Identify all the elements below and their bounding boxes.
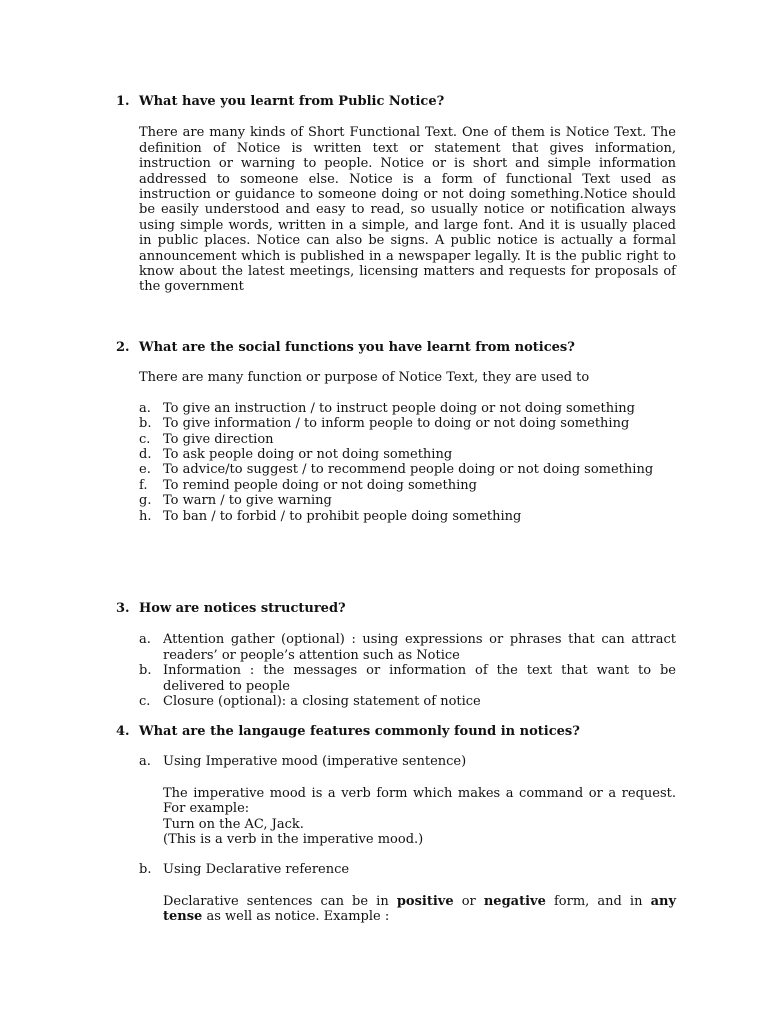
question-4-list-b (139, 862, 676, 877)
list-item-text: To ask people doing or not doing something (163, 447, 453, 463)
imperative-definition: The imperative mood is a verb form which makes a command or a request. For example: (163, 785, 676, 817)
question-2-title: What are the social functions you have learnt from notices? (139, 340, 575, 355)
imperative-explanation (163, 786, 676, 848)
question-3 (116, 601, 676, 709)
list-item-letter: f. (139, 477, 148, 493)
list-item-letter: c. (139, 431, 151, 447)
list-item (139, 754, 676, 769)
question-3-title: How are notices structured? (139, 601, 346, 616)
list-item (139, 401, 676, 416)
imperative-note: (This is a verb in the imperative mood.) (163, 832, 424, 848)
list-item (139, 632, 676, 663)
question-4 (116, 724, 676, 925)
declarative-text-1: Declarative sentences can be in (163, 893, 397, 909)
list-item-letter: b. (139, 416, 152, 432)
list-item-text: Information : the messages or information of the text that want to be delivered to people (163, 663, 676, 694)
list-item (139, 663, 676, 694)
question-3-number: 3. (116, 601, 130, 616)
question-1-answer: There are many kinds of Short Functional Text. One of them is Notice Text. The definition of Notice is written text or statement that gives information, instruction or warning to people. Notice or is short and simple information addressed to someone else. Notice is a form of functional Text used as instruction or guidance to someone doing or not doing something.Notice should be easily understood and easy to read, so usually notice or notification always using simple words, written in a simple, and large font. And it is usually placed in public places. Notice can also be signs. A public notice is actually a formal announcement which is published in a newspaper legally. It is the public right to know about the latest meetings, licensing matters and requests for proposals of the government (139, 125, 676, 295)
list-item (139, 509, 676, 524)
list-item (139, 462, 676, 477)
question-1-number: 1. (116, 94, 130, 109)
question-2-list (139, 401, 676, 524)
question-4-list (139, 754, 676, 769)
question-3-heading (116, 601, 676, 616)
list-item-text: Closure (optional): a closing statement of notice (163, 694, 481, 710)
list-item-letter: g. (139, 493, 152, 509)
declarative-bold-negative: negative (483, 893, 546, 909)
list-item (139, 447, 676, 462)
list-item-letter: b. (139, 862, 152, 878)
question-4-number: 4. (116, 724, 130, 739)
list-item-text: To advice/to suggest / to recommend people doing or not doing something (163, 462, 654, 478)
list-item-text: To give information / to inform people to doing or not doing something (163, 416, 630, 432)
list-item-letter: b. (139, 663, 152, 679)
question-2-heading (116, 340, 676, 355)
list-item (139, 478, 676, 493)
declarative-explanation (163, 894, 676, 925)
list-item (139, 416, 676, 431)
list-item-letter: d. (139, 447, 152, 463)
list-item-text: To give an instruction / to instruct people doing or not doing something (163, 400, 635, 416)
list-item-letter: a. (139, 754, 151, 770)
list-item-letter: e. (139, 462, 151, 478)
list-item (139, 432, 676, 447)
list-item (139, 493, 676, 508)
list-item-letter: h. (139, 508, 152, 524)
list-item-text: Using Declarative reference (163, 862, 350, 878)
declarative-text-3: form, and in (545, 893, 651, 909)
list-item-text: To warn / to give warning (163, 493, 332, 509)
declarative-text-2: or (453, 893, 484, 909)
declarative-text-4: as well as notice. Example : (202, 909, 390, 925)
question-1-heading (116, 94, 676, 109)
question-1 (116, 94, 676, 295)
list-item-letter: a. (139, 400, 151, 416)
imperative-example: Turn on the AC, Jack. (163, 816, 304, 832)
list-item (139, 862, 676, 877)
list-item (139, 694, 676, 709)
question-2-intro: There are many function or purpose of Notice Text, they are used to (139, 370, 590, 386)
list-item-text: Using Imperative mood (imperative sentence) (163, 754, 467, 770)
question-2-number: 2. (116, 340, 130, 355)
declarative-bold-any-tense: any tense (163, 893, 676, 925)
list-item-text: To remind people doing or not doing something (163, 477, 477, 493)
list-item-letter: c. (139, 694, 151, 710)
list-item-letter: a. (139, 632, 151, 648)
question-1-title: What have you learnt from Public Notice? (139, 94, 445, 109)
question-4-heading (116, 724, 676, 739)
question-4-title: What are the langauge features commonly found in notices? (139, 724, 580, 739)
question-3-list (139, 632, 676, 709)
list-item-text: To give direction (163, 431, 274, 447)
list-item-text: Attention gather (optional) : using expressions or phrases that can attract readers’ or people’s attention such as Notice (163, 632, 676, 663)
declarative-bold-positive: positive (396, 893, 454, 909)
question-2 (116, 340, 676, 524)
list-item-text: To ban / to forbid / to prohibit people doing something (163, 508, 522, 524)
